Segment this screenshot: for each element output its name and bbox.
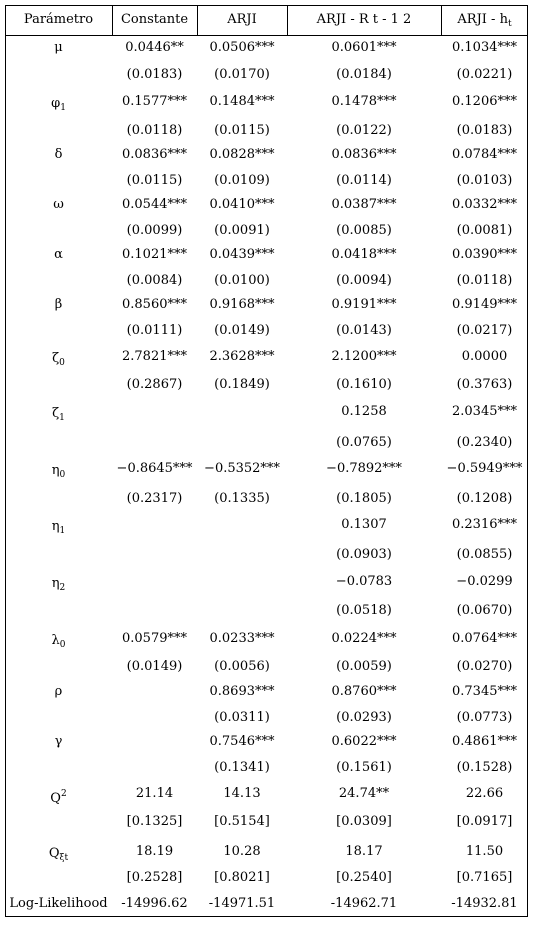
- estimate-value: 0.1478***: [331, 94, 397, 109]
- header-divider: [112, 5, 113, 35]
- standard-error: (0.0115): [126, 173, 183, 188]
- estimate-value: 0.0332***: [452, 197, 517, 212]
- standard-error: [0.2540]: [336, 870, 392, 885]
- estimate-value: 0.1577***: [122, 94, 187, 109]
- estimate-value: 0.1034***: [452, 40, 517, 55]
- parameter-label: [5, 298, 112, 312]
- parameter-symbol: λ: [51, 633, 60, 648]
- standard-error: (0.0114): [336, 173, 392, 188]
- parameter-label: [5, 407, 112, 425]
- standard-error: (0.0122): [336, 123, 392, 138]
- standard-error: (0.0293): [336, 710, 392, 725]
- parameter-subscript: 0: [59, 470, 66, 480]
- estimate-value: 2.0345***: [452, 404, 517, 419]
- standard-error: (0.0059): [336, 659, 392, 674]
- estimate-value: 0.9149***: [452, 297, 517, 312]
- standard-error: (0.0903): [336, 547, 392, 562]
- standard-error: (0.0081): [456, 223, 513, 238]
- standard-error: (0.0149): [214, 323, 270, 338]
- standard-error: (0.0143): [336, 323, 392, 338]
- parameter-label: [5, 148, 112, 162]
- parameter-symbol: ζ: [52, 351, 60, 366]
- standard-error: (0.0217): [456, 323, 513, 338]
- estimate-value: 18.19: [135, 844, 174, 859]
- parameter-label: [5, 97, 112, 115]
- standard-error: (0.1610): [336, 377, 392, 392]
- column-header: [112, 13, 197, 27]
- standard-error: (0.0109): [214, 173, 270, 188]
- standard-error: [0.7165]: [456, 870, 513, 885]
- parameter-label: [5, 464, 112, 482]
- estimate-value: 0.9191***: [331, 297, 397, 312]
- estimate-value: 0.0601***: [331, 40, 397, 55]
- estimate-value: 0.0410***: [209, 197, 275, 212]
- standard-error: (0.0111): [126, 323, 183, 338]
- standard-error: (0.0118): [126, 123, 183, 138]
- standard-error: (0.2317): [126, 491, 183, 506]
- estimate-value: 0.0579***: [122, 631, 187, 646]
- standard-error: [0.2528]: [126, 870, 183, 885]
- estimate-value: 0.0828***: [209, 147, 275, 162]
- parameter-symbol: Q: [48, 846, 60, 861]
- parameter-symbol: δ: [54, 147, 63, 162]
- estimate-value: 22.66: [465, 786, 504, 801]
- estimate-value: 10.28: [223, 844, 261, 859]
- estimate-value: 0.7546***: [209, 734, 275, 749]
- estimate-value: 21.14: [135, 786, 174, 801]
- column-header-text: ARJI - h: [457, 12, 508, 27]
- standard-error: (0.0056): [214, 659, 270, 674]
- footer-value: -14971.51: [208, 896, 276, 911]
- estimate-value: 18.17: [345, 844, 383, 859]
- standard-error: (0.0170): [214, 67, 270, 82]
- standard-error: (0.2867): [126, 377, 183, 392]
- column-header-text: Parámetro: [23, 12, 94, 27]
- column-header: [197, 13, 287, 27]
- parameter-symbol: η: [51, 519, 60, 534]
- parameter-subscript: 2: [59, 583, 66, 593]
- parameter-label: [5, 520, 112, 538]
- parameter-label: [5, 198, 112, 212]
- header-divider: [441, 5, 442, 35]
- standard-error: (0.1805): [336, 491, 392, 506]
- standard-error: (0.1335): [214, 491, 270, 506]
- parameter-label: [5, 352, 112, 370]
- parameter-label: [5, 248, 112, 262]
- parameter-symbol: φ: [51, 96, 61, 111]
- standard-error: (0.0091): [214, 223, 270, 238]
- estimate-value: 2.3628***: [209, 349, 275, 364]
- standard-error: (0.0183): [456, 123, 513, 138]
- estimate-value: 0.0439***: [209, 247, 275, 262]
- estimate-value: 0.2316***: [452, 517, 517, 532]
- estimate-value: 0.1484***: [209, 94, 275, 109]
- estimate-value: 24.74**: [338, 786, 390, 801]
- standard-error: (0.0118): [456, 273, 513, 288]
- standard-error: (0.0184): [336, 67, 392, 82]
- estimate-value: −0.7892***: [326, 461, 402, 476]
- estimate-value: 0.8560***: [122, 297, 187, 312]
- parameter-symbol: ζ: [52, 406, 60, 421]
- standard-error: [0.5154]: [214, 814, 270, 829]
- parameter-label: [5, 735, 112, 749]
- column-header: [441, 13, 528, 31]
- column-header: [5, 13, 112, 27]
- standard-error: (0.0099): [126, 223, 183, 238]
- column-header-text: ARJI - R t - 1 2: [316, 12, 412, 27]
- table-right-rule: [527, 5, 528, 917]
- parameter-subscript: 0: [59, 358, 65, 368]
- footer-value: -14996.62: [121, 896, 188, 911]
- table-left-rule: [5, 5, 6, 917]
- parameter-subscript: ξt: [59, 853, 69, 863]
- estimate-value: −0.5949***: [446, 461, 523, 476]
- estimate-value: 0.1021***: [122, 247, 187, 262]
- standard-error: (0.0518): [336, 603, 392, 618]
- footer-label: Log-Likelihood: [9, 896, 108, 911]
- estimate-value: −0.0299: [456, 574, 513, 589]
- standard-error: (0.0670): [456, 603, 513, 618]
- standard-error: (0.3763): [456, 377, 513, 392]
- standard-error: [0.8021]: [214, 870, 270, 885]
- estimate-value: 0.0224***: [331, 631, 397, 646]
- column-header: [287, 13, 441, 27]
- standard-error: (0.1561): [336, 760, 392, 775]
- standard-error: (0.0765): [336, 435, 392, 450]
- parameter-symbol: β: [54, 297, 63, 312]
- footer-value: -14932.81: [451, 896, 518, 911]
- standard-error: (0.0183): [126, 67, 183, 82]
- estimate-value: 0.0446**: [125, 40, 184, 55]
- parameter-symbol: α: [54, 247, 63, 262]
- parameter-label: [5, 41, 112, 55]
- estimate-value: −0.5352***: [204, 461, 280, 476]
- parameter-subscript: 1: [59, 413, 65, 423]
- parameter-label: [5, 577, 112, 595]
- standard-error: (0.0221): [456, 67, 513, 82]
- standard-error: (0.0773): [456, 710, 513, 725]
- parameter-subscript: 1: [60, 103, 66, 113]
- parameter-symbol: η: [51, 576, 60, 591]
- column-header-text: ARJI: [227, 12, 257, 27]
- estimate-value: 0.7345***: [452, 684, 517, 699]
- parameter-label: [5, 787, 112, 806]
- parameter-superscript: 2: [60, 789, 67, 799]
- estimate-value: 0.0544***: [122, 197, 187, 212]
- estimate-value: 0.0836***: [331, 147, 397, 162]
- parameter-label: [5, 634, 112, 652]
- standard-error: (0.0149): [126, 659, 183, 674]
- standard-error: (0.1528): [456, 760, 513, 775]
- estimate-value: 0.1307: [341, 517, 387, 532]
- standard-error: (0.0270): [456, 659, 513, 674]
- estimate-value: 0.8693***: [209, 684, 275, 699]
- header-divider: [197, 5, 198, 35]
- standard-error: (0.0084): [126, 273, 183, 288]
- standard-error: (0.0085): [336, 223, 392, 238]
- estimate-value: 11.50: [465, 844, 504, 859]
- estimate-value: 0.0836***: [122, 147, 187, 162]
- parameter-subscript: 1: [59, 526, 66, 536]
- estimate-value: 0.9168***: [209, 297, 275, 312]
- estimate-value: 14.13: [223, 786, 261, 801]
- parameter-symbol: μ: [54, 40, 63, 55]
- estimate-value: 0.8760***: [331, 684, 397, 699]
- estimate-value: 0.0000: [461, 349, 508, 364]
- parameter-label: [5, 685, 112, 699]
- estimate-value: 0.0764***: [452, 631, 517, 646]
- footer-value: -14962.71: [330, 896, 398, 911]
- estimate-value: 0.4861***: [452, 734, 517, 749]
- standard-error: (0.1208): [456, 491, 513, 506]
- estimate-value: −0.8645***: [116, 461, 193, 476]
- estimate-value: 0.0387***: [331, 197, 397, 212]
- estimate-value: 0.0784***: [452, 147, 517, 162]
- estimate-value: 0.0390***: [452, 247, 517, 262]
- standard-error: (0.0115): [214, 123, 270, 138]
- estimate-value: 2.7821***: [122, 349, 187, 364]
- parameter-symbol: γ: [54, 734, 63, 749]
- column-header-text: Constante: [120, 12, 189, 27]
- parameter-subscript: 0: [59, 640, 66, 650]
- standard-error: (0.1341): [214, 760, 270, 775]
- estimate-value: 0.0418***: [331, 247, 397, 262]
- standard-error: (0.1849): [214, 377, 270, 392]
- standard-error: (0.0100): [214, 273, 270, 288]
- estimate-value: 0.0506***: [209, 40, 275, 55]
- parameter-symbol: ρ: [54, 684, 63, 699]
- standard-error: (0.0094): [336, 273, 392, 288]
- table-bottom-rule: [5, 916, 528, 917]
- estimate-value: 0.6022***: [331, 734, 397, 749]
- standard-error: (0.0855): [456, 547, 513, 562]
- standard-error: (0.2340): [456, 435, 513, 450]
- header-bottom-rule: [5, 35, 528, 36]
- standard-error: [0.1325]: [126, 814, 183, 829]
- standard-error: [0.0309]: [336, 814, 392, 829]
- column-header-subscript: t: [507, 19, 512, 29]
- estimate-value: 0.1258: [341, 404, 387, 419]
- estimate-value: −0.0783: [335, 574, 393, 589]
- parameter-label: [5, 847, 112, 865]
- parameter-symbol: ω: [53, 197, 64, 212]
- standard-error: (0.0311): [214, 710, 270, 725]
- table-top-rule: [5, 5, 528, 6]
- header-divider: [287, 5, 288, 35]
- estimate-value: 2.1200***: [331, 349, 397, 364]
- parameter-symbol: Q: [50, 791, 61, 806]
- estimate-value: 0.0233***: [209, 631, 275, 646]
- estimate-value: 0.1206***: [452, 94, 517, 109]
- parameter-symbol: η: [51, 463, 60, 478]
- standard-error: (0.0103): [456, 173, 513, 188]
- standard-error: [0.0917]: [456, 814, 513, 829]
